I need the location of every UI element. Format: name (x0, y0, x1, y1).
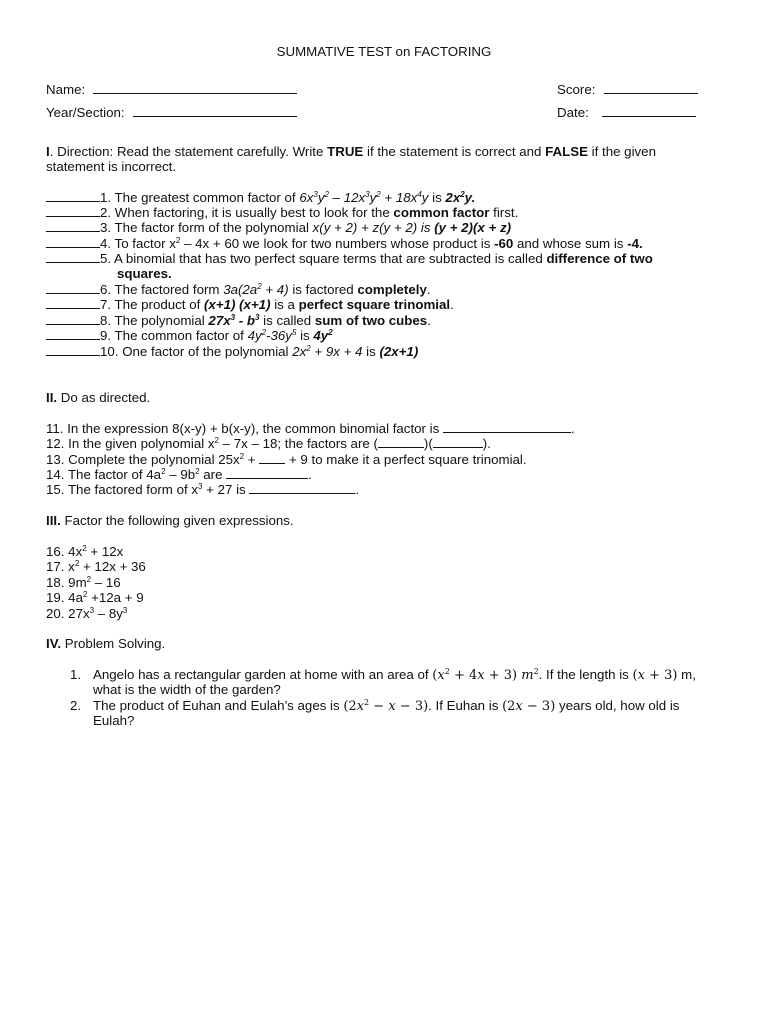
name-label: Name: (46, 82, 86, 97)
item-18: 18. $9m^2 - 16$ (46, 575, 121, 590)
problem-2-text: The product of Euhan and Eulah’s ages is $(2x^2 - x - 3)$. If Euhan is (2x − 3) years old, how old is (93, 698, 680, 714)
tf-item-9: 9. The common factor of $4y^2-36y^5$ is $4y^2$ (46, 328, 333, 343)
problem-1: 1. (70, 667, 82, 682)
name-blank[interactable] (93, 82, 297, 94)
problem-2-line2: Eulah? (93, 713, 135, 728)
tf-item-1: 1. The greatest common factor of $6x^3y^2 - 12x^3y^2 + 18x^4y$ is $2x^2y$. (46, 190, 475, 205)
item-19: 19. $4a^2 +12a + 9$ (46, 590, 144, 605)
score-field[interactable] (557, 82, 698, 97)
item-12: 12. In the given polynomial $x^2 - 7x - 18$; the factors are ( )( ). (46, 436, 491, 451)
score-label: Score: (557, 82, 596, 97)
item-13: 13. Complete the polynomial $25x^2$ + + 9 to make it a perfect square trinomial. (46, 452, 527, 467)
answer-blank[interactable] (46, 205, 100, 217)
tf-item-6: 6. The factored form $3a(2a^2 + 4)$ is factored completely. (46, 282, 431, 297)
tf-item-4: 4. To factor $x^2 - 4x + 60$ we look for two numbers whose product is -60 and whose sum is -4. (46, 236, 643, 251)
year-section-blank[interactable] (133, 105, 297, 117)
tf-item-7: 7. The product of (x+1) (x+1) is a perfect square trinomial. (46, 297, 454, 312)
part3-heading: III. Factor the following given expressions. (46, 513, 294, 528)
part4-heading: IV. Problem Solving. (46, 636, 166, 651)
answer-blank[interactable] (46, 251, 100, 263)
item-20: 20. $27x^3 - 8y^3$ (46, 606, 128, 621)
date-label: Date: (557, 105, 589, 120)
item-14: 14. The factor of $4a^2 - 9b^2$ are . (46, 467, 312, 482)
year-section-field[interactable] (46, 105, 297, 120)
tf-item-8: 8. The polynomial $27x^3 - b^3$ is called sum of two cubes. (46, 313, 431, 328)
problem-1-text: Angelo has a rectangular garden at home with an area of $(x^2 + 4x + 3)$ $m^2$. If the length is (x + 3) m, (93, 667, 696, 683)
answer-blank[interactable] (443, 421, 571, 433)
item-17: 17. $x^2 + 12x + 36$ (46, 559, 146, 574)
tf-item-10: 10. One factor of the polynomial $2x^2 + 9x + 4$ is (2x+1) (46, 344, 418, 359)
answer-blank[interactable] (226, 467, 308, 479)
part1-direction-line2: statement is incorrect. (46, 159, 177, 174)
score-blank[interactable] (604, 82, 698, 94)
tf-item-2: 2. When factoring, it is usually best to look for the common factor first. (46, 205, 518, 220)
test-title: SUMMATIVE TEST on FACTORING (276, 44, 492, 59)
name-field[interactable] (46, 82, 297, 97)
answer-blank[interactable] (46, 236, 100, 248)
answer-blank[interactable] (378, 436, 424, 448)
answer-blank[interactable] (46, 313, 100, 325)
problem-2: 2. (70, 698, 82, 713)
answer-blank[interactable] (46, 328, 100, 340)
problem-1-line2: what is the width of the garden? (93, 682, 281, 697)
tf-item-3: 3. The factor form of the polynomial x(y + 2) + z(y + 2) is (y + 2)(x + z) (46, 220, 511, 235)
answer-blank[interactable] (46, 344, 100, 356)
item-11: 11. In the expression 8(x-y) + b(x-y), the common binomial factor is . (46, 421, 575, 436)
item-15: 15. The factored form of $x^3 + 27$ is . (46, 482, 360, 497)
part1-direction: I. Direction: Read the statement carefully. Write TRUE if the statement is correct and FALSE if the given (46, 144, 656, 159)
answer-blank[interactable] (259, 452, 285, 464)
item-16: 16. $4x^2 + 12x$ (46, 544, 124, 559)
answer-blank[interactable] (433, 436, 483, 448)
answer-blank[interactable] (46, 220, 100, 232)
part2-heading: II. Do as directed. (46, 390, 151, 405)
date-blank[interactable] (602, 105, 696, 117)
tf-item-5: 5. A binomial that has two perfect square terms that are subtracted is called difference of two (46, 251, 653, 266)
answer-blank[interactable] (46, 190, 100, 202)
year-section-label: Year/Section: (46, 105, 125, 120)
date-field[interactable] (557, 105, 696, 120)
answer-blank[interactable] (46, 297, 100, 309)
answer-blank[interactable] (249, 482, 355, 494)
tf-item-5-cont: squares. (117, 266, 172, 281)
answer-blank[interactable] (46, 282, 100, 294)
